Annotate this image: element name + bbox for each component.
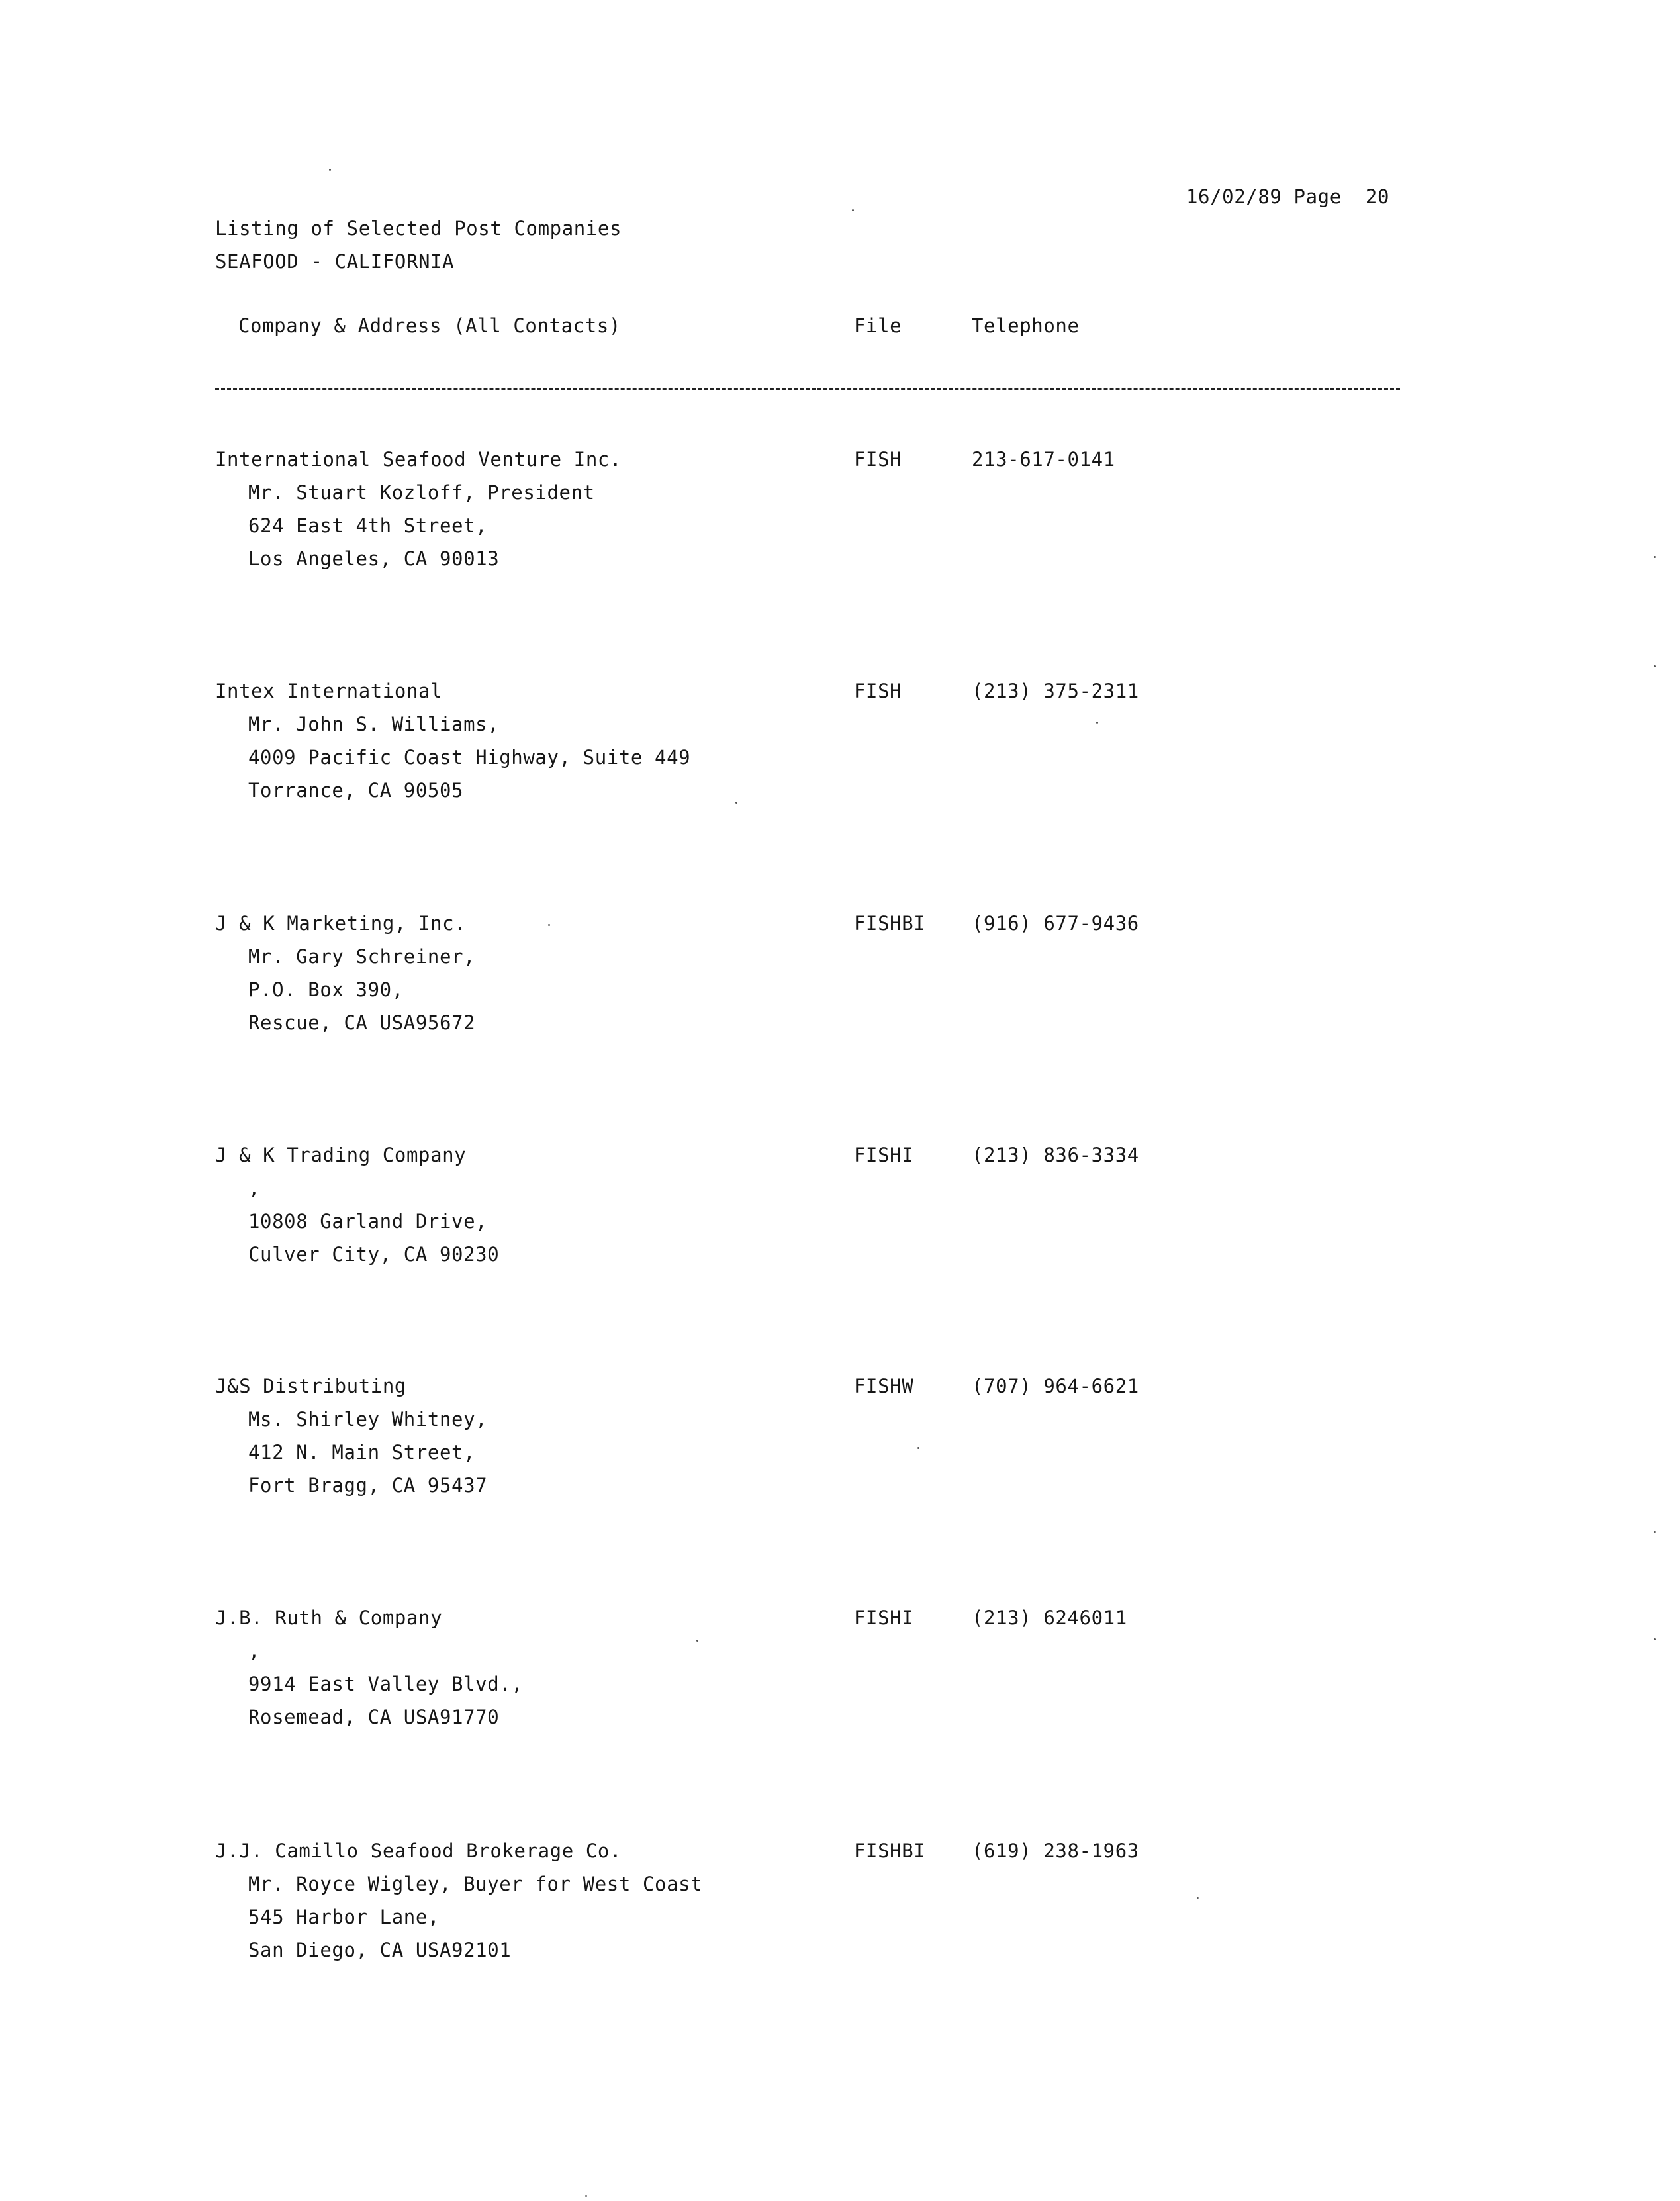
contact-line: Ms. Shirley Whitney, bbox=[248, 1408, 488, 1430]
contact-line: , bbox=[248, 1177, 261, 1199]
address-line: 412 N. Main Street, bbox=[248, 1441, 476, 1464]
company-name: J&S Distributing bbox=[215, 1375, 406, 1397]
city-line: Fort Bragg, CA 95437 bbox=[248, 1474, 488, 1497]
city-line: Torrance, CA 90505 bbox=[248, 779, 464, 802]
company-name: J.B. Ruth & Company bbox=[215, 1607, 443, 1629]
address-line: 9914 East Valley Blvd., bbox=[248, 1673, 524, 1695]
city-line: Culver City, CA 90230 bbox=[248, 1243, 500, 1266]
company-entry bbox=[215, 907, 1407, 1046]
date-page-label: 16/02/89 Page 20 bbox=[1186, 185, 1390, 208]
city-line: San Diego, CA USA92101 bbox=[248, 1939, 512, 1961]
company-entry bbox=[215, 1834, 1407, 1973]
scan-speck bbox=[1654, 556, 1656, 558]
report-subtitle: SEAFOOD - CALIFORNIA bbox=[215, 250, 455, 273]
scan-speck bbox=[1654, 1531, 1656, 1533]
scan-speck bbox=[548, 924, 550, 926]
company-entry bbox=[215, 1139, 1407, 1278]
column-header-company: Company & Address (All Contacts) bbox=[238, 314, 621, 337]
address-line: P.O. Box 390, bbox=[248, 978, 404, 1001]
scan-speck bbox=[735, 802, 737, 804]
telephone: (619) 238-1963 bbox=[972, 1840, 1139, 1862]
file-code: FISHI bbox=[854, 1607, 914, 1629]
company-name: J & K Marketing, Inc. bbox=[215, 912, 467, 935]
scan-speck bbox=[1654, 665, 1656, 667]
company-entry bbox=[215, 675, 1407, 814]
city-line: Los Angeles, CA 90013 bbox=[248, 547, 500, 570]
company-name: International Seafood Venture Inc. bbox=[215, 448, 622, 471]
scan-speck bbox=[1654, 1638, 1656, 1640]
file-code: FISHI bbox=[854, 1144, 914, 1166]
contact-line: Mr. Royce Wigley, Buyer for West Coast bbox=[248, 1873, 703, 1895]
column-header-file: File bbox=[854, 314, 902, 337]
address-line: 4009 Pacific Coast Highway, Suite 449 bbox=[248, 746, 691, 769]
column-header-telephone: Telephone bbox=[972, 314, 1080, 337]
company-entry bbox=[215, 443, 1407, 582]
file-code: FISH bbox=[854, 680, 902, 702]
scan-speck bbox=[1096, 722, 1098, 724]
telephone: (213) 375-2311 bbox=[972, 680, 1139, 702]
file-code: FISHBI bbox=[854, 912, 926, 935]
address-line: 624 East 4th Street, bbox=[248, 514, 488, 537]
contact-line: Mr. John S. Williams, bbox=[248, 713, 500, 735]
scan-speck bbox=[1197, 1897, 1199, 1899]
telephone: (213) 6246011 bbox=[972, 1607, 1127, 1629]
address-line: 545 Harbor Lane, bbox=[248, 1906, 440, 1928]
contact-line: Mr. Stuart Kozloff, President bbox=[248, 481, 595, 504]
city-line: Rosemead, CA USA91770 bbox=[248, 1706, 500, 1728]
address-line: 10808 Garland Drive, bbox=[248, 1210, 488, 1233]
company-entry bbox=[215, 1370, 1407, 1509]
scan-speck bbox=[917, 1447, 919, 1449]
telephone: 213-617-0141 bbox=[972, 448, 1115, 471]
dashed-separator bbox=[215, 388, 1400, 390]
file-code: FISH bbox=[854, 448, 902, 471]
report-title: Listing of Selected Post Companies bbox=[215, 217, 622, 240]
telephone: (707) 964-6621 bbox=[972, 1375, 1139, 1397]
company-entry bbox=[215, 1601, 1407, 1740]
scan-speck bbox=[852, 209, 854, 211]
contact-line: Mr. Gary Schreiner, bbox=[248, 945, 476, 968]
file-code: FISHW bbox=[854, 1375, 914, 1397]
scan-speck bbox=[585, 2195, 587, 2197]
company-name: Intex International bbox=[215, 680, 443, 702]
telephone: (916) 677-9436 bbox=[972, 912, 1139, 935]
company-name: J.J. Camillo Seafood Brokerage Co. bbox=[215, 1840, 622, 1862]
file-code: FISHBI bbox=[854, 1840, 926, 1862]
scan-speck bbox=[696, 1640, 698, 1642]
telephone: (213) 836-3334 bbox=[972, 1144, 1139, 1166]
company-name: J & K Trading Company bbox=[215, 1144, 467, 1166]
city-line: Rescue, CA USA95672 bbox=[248, 1011, 476, 1034]
contact-line: , bbox=[248, 1640, 261, 1662]
scan-speck bbox=[329, 169, 331, 171]
